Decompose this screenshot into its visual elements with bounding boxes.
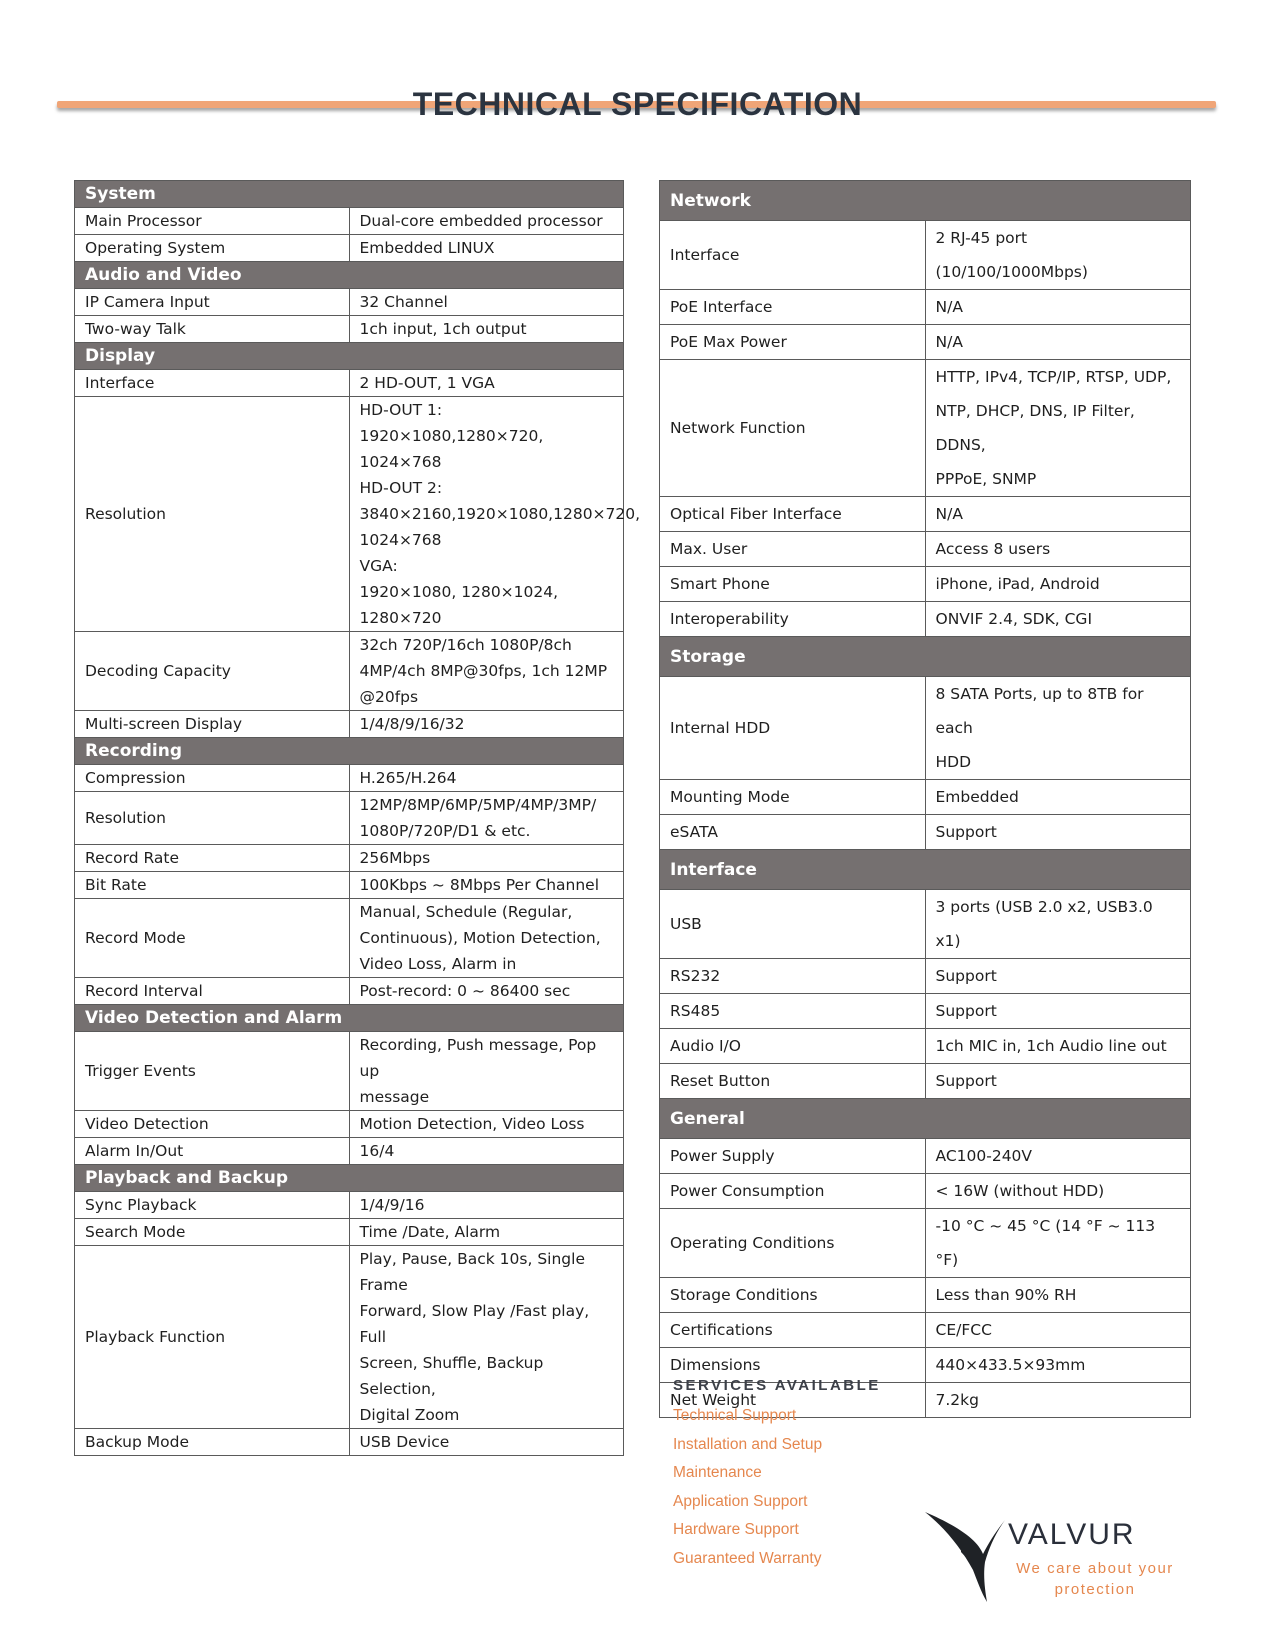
spec-key: Optical Fiber Interface [660,497,926,532]
spec-value-line: 12MP/8MP/6MP/5MP/4MP/3MP/ [359,796,597,814]
spec-value-line: 2 RJ-45 port (10/100/1000Mbps) [935,229,1088,281]
spec-value-line: 3840×2160,1920×1080,1280×720, [359,505,641,523]
spec-row [660,1064,1191,1099]
spec-value-line: Motion Detection, Video Loss [359,1115,585,1133]
spec-value-line: Access 8 users [935,540,1051,558]
spec-key: IP Camera Input [75,289,350,316]
spec-key: Interface [75,370,350,397]
spec-row [75,370,624,397]
spec-value-line: Time /Date, Alarm [359,1223,501,1241]
spec-value-line: 100Kbps ~ 8Mbps Per Channel [359,876,600,894]
spec-value-line: Embedded LINUX [359,239,495,257]
spec-value-line: 256Mbps [359,849,431,867]
spec-value [349,208,624,235]
spec-value-line: 8 SATA Ports, up to 8TB for each [935,685,1144,737]
spec-value-line: 1920×1080, 1280×1024, 1280×720 [359,583,559,627]
service-item: Maintenance [673,1464,762,1481]
spec-row [660,1278,1191,1313]
spec-row [660,959,1191,994]
spec-key: Max. User [660,532,926,567]
spec-key: Compression [75,765,350,792]
spec-value-line: N/A [935,298,963,316]
spec-row [75,1138,624,1165]
spec-key: Mounting Mode [660,780,926,815]
spec-value [349,289,624,316]
section-header-row [75,1165,624,1192]
spec-value [349,978,624,1005]
spec-value-line: 1024×768 [359,531,442,549]
spec-value [925,290,1191,325]
spec-value [925,497,1191,532]
services-section [673,1377,881,1577]
spec-key: Operating System [75,235,350,262]
spec-value-line: Post-record: 0 ~ 86400 sec [359,982,571,1000]
page-title: TECHNICAL SPECIFICATION [412,86,863,122]
spec-row [660,815,1191,850]
spec-value-line: 1/4/9/16 [359,1196,425,1214]
spec-key: Power Supply [660,1139,926,1174]
spec-row [75,1429,624,1456]
section-header: Display [75,343,624,370]
spec-row [660,221,1191,290]
spec-value-line: 1080P/720P/D1 & etc. [359,822,531,840]
spec-value-line: AC100-240V [935,1147,1033,1165]
spec-table-right [659,180,1191,1418]
spec-value-line: 4MP/4ch 8MP@30fps, 1ch 12MP [359,662,608,680]
spec-value-line: 1ch MIC in, 1ch Audio line out [935,1037,1167,1055]
section-header-row [75,343,624,370]
spec-value [925,325,1191,360]
spec-row [660,780,1191,815]
spec-value-line: Support [935,967,997,985]
section-header-row [660,1099,1191,1139]
spec-value [349,711,624,738]
spec-value-line: Screen, Shuffle, Backup Selection, [359,1354,544,1398]
spec-row [75,632,624,711]
spec-value [925,780,1191,815]
spec-value [925,532,1191,567]
spec-value [349,872,624,899]
spec-value-line: ONVIF 2.4, SDK, CGI [935,610,1093,628]
spec-key: Power Consumption [660,1174,926,1209]
spec-value [349,1138,624,1165]
spec-row [660,567,1191,602]
spec-key: Net Weight [660,1383,926,1418]
spec-value-line: VGA: [359,557,398,575]
section-header: Interface [660,850,1191,890]
spec-key: Decoding Capacity [75,632,350,711]
spec-key: Two-way Talk [75,316,350,343]
spec-value [925,1348,1191,1383]
spec-row [660,1029,1191,1064]
spec-key: Bit Rate [75,872,350,899]
spec-row [75,1111,624,1138]
spec-value [925,1383,1191,1418]
spec-key: Storage Conditions [660,1278,926,1313]
spec-value-line: Recording, Push message, Pop up [359,1036,597,1080]
spec-value-line: < 16W (without HDD) [935,1182,1105,1200]
spec-row [75,899,624,978]
spec-row [75,1192,624,1219]
spec-value-line: 440×433.5×93mm [935,1356,1086,1374]
spec-value-line: USB Device [359,1433,450,1451]
spec-key: Main Processor [75,208,350,235]
spec-key: Video Detection [75,1111,350,1138]
spec-row [75,978,624,1005]
spec-row [75,235,624,262]
spec-table-left [74,180,641,1456]
spec-value-line: 1/4/8/9/16/32 [359,715,465,733]
spec-value [349,1429,624,1456]
spec-value-line: NTP, DHCP, DNS, IP Filter, DDNS, [935,402,1135,454]
spec-key: PoE Max Power [660,325,926,360]
spec-value [349,1192,624,1219]
spec-value [349,370,624,397]
service-item: Technical Support [673,1407,797,1424]
spec-value [349,792,624,845]
spec-value [925,1064,1191,1099]
spec-key: Trigger Events [75,1032,350,1111]
section-header-row [75,181,624,208]
spec-value [349,1032,624,1111]
spec-value [349,632,624,711]
spec-key: Alarm In/Out [75,1138,350,1165]
spec-value-line: Forward, Slow Play /Fast play, Full [359,1302,590,1346]
spec-row [660,360,1191,497]
spec-key: Certifications [660,1313,926,1348]
section-header-row [75,262,624,289]
spec-row [75,711,624,738]
brand-tagline-line1: We care about your [1016,1560,1174,1577]
spec-value-line: HDD [935,753,972,771]
spec-key: RS232 [660,959,926,994]
spec-value [349,316,624,343]
section-header-row [75,1005,624,1032]
spec-key: PoE Interface [660,290,926,325]
spec-key: Multi-screen Display [75,711,350,738]
spec-value-line: message [359,1088,430,1106]
service-item: Application Support [673,1492,808,1510]
spec-value [925,360,1191,497]
spec-row [75,316,624,343]
spec-key: USB [660,890,926,959]
spec-value [925,890,1191,959]
spec-value-line: HTTP, IPv4, TCP/IP, RTSP, UDP, [935,368,1172,386]
section-header: Storage [660,637,1191,677]
spec-key: Resolution [75,792,350,845]
section-header-row [660,181,1191,221]
spec-row [75,289,624,316]
spec-row [75,792,624,845]
spec-value [925,602,1191,637]
spec-value-line: Less than 90% RH [935,1286,1077,1304]
spec-row [660,677,1191,780]
spec-value [349,899,624,978]
spec-value-line: 16/4 [359,1142,395,1160]
spec-key: RS485 [660,994,926,1029]
spec-row [75,765,624,792]
spec-value-line: Support [935,823,997,841]
spec-value [925,959,1191,994]
spec-value-line: 1ch input, 1ch output [359,320,527,338]
spec-value [925,1278,1191,1313]
spec-value-line: N/A [935,333,963,351]
spec-row [660,1174,1191,1209]
spec-key: Internal HDD [660,677,926,780]
spec-key: Resolution [75,397,350,632]
brand-name: VALVUR [1008,1518,1136,1551]
spec-value-line: Support [935,1072,997,1090]
spec-value-line: HD-OUT 2: [359,479,443,497]
spec-value [349,1219,624,1246]
spec-key: Interoperability [660,602,926,637]
spec-key: eSATA [660,815,926,850]
section-header: Recording [75,738,624,765]
section-header: Network [660,181,1191,221]
section-header: Video Detection and Alarm [75,1005,624,1032]
spec-value [925,1174,1191,1209]
spec-value [925,677,1191,780]
spec-row [75,845,624,872]
spec-value [925,221,1191,290]
spec-value-line: Support [935,1002,997,1020]
spec-key: Reset Button [660,1064,926,1099]
spec-value-line: HD-OUT 1: [359,401,443,419]
spec-value-line: 7.2kg [935,1391,979,1409]
spec-row [660,532,1191,567]
spec-key: Backup Mode [75,1429,350,1456]
spec-value [925,994,1191,1029]
spec-row [660,290,1191,325]
spec-value-line: @20fps [359,688,419,706]
spec-row [75,872,624,899]
spec-key: Playback Function [75,1246,350,1429]
section-header: General [660,1099,1191,1139]
spec-value-line: Dual-core embedded processor [359,212,603,230]
spec-key: Search Mode [75,1219,350,1246]
spec-value [925,1139,1191,1174]
section-header-row [75,738,624,765]
spec-value-line: N/A [935,505,963,523]
spec-value [349,397,641,632]
spec-key: Record Mode [75,899,350,978]
spec-key: Sync Playback [75,1192,350,1219]
spec-value [925,1313,1191,1348]
brand-tagline-line2: protection [1054,1581,1136,1598]
spec-value-line: Embedded [935,788,1019,806]
service-item: Hardware Support [673,1521,799,1538]
spec-value-line: Continuous), Motion Detection, [359,929,601,947]
spec-key: Record Rate [75,845,350,872]
spec-key: Network Function [660,360,926,497]
spec-value [925,1209,1191,1278]
spec-key: Dimensions [660,1348,926,1383]
spec-value [925,567,1191,602]
spec-value [349,765,624,792]
spec-value-line: 32ch 720P/16ch 1080P/8ch [359,636,572,654]
service-item: Installation and Setup [673,1435,823,1453]
spec-value-line: -10 °C ~ 45 °C (14 °F ~ 113 °F) [935,1217,1156,1269]
spec-row [75,208,624,235]
section-header-row [660,850,1191,890]
spec-row [660,994,1191,1029]
spec-value [925,1029,1191,1064]
spec-value [349,845,624,872]
section-header: Playback and Backup [75,1165,624,1192]
section-header-row [660,637,1191,677]
spec-value-line: Play, Pause, Back 10s, Single Frame [359,1250,585,1294]
section-header: Audio and Video [75,262,624,289]
spec-row [660,497,1191,532]
spec-value-line: Video Loss, Alarm in [359,955,517,973]
spec-value-line: PPPoE, SNMP [935,470,1037,488]
spec-value [349,1246,624,1429]
spec-value-line: Digital Zoom [359,1406,460,1424]
spec-row [75,397,624,632]
spec-value-line: Manual, Schedule (Regular, [359,903,573,921]
spec-row [660,1313,1191,1348]
services-list [673,1406,881,1577]
spec-value-line: iPhone, iPad, Android [935,575,1100,593]
spec-row [75,1032,624,1111]
spec-row [660,890,1191,959]
service-item: Guaranteed Warranty [673,1549,822,1567]
spec-key: Operating Conditions [660,1209,926,1278]
spec-row [75,1219,624,1246]
spec-value [925,815,1191,850]
spec-key: Audio I/O [660,1029,926,1064]
spec-value-line: 32 Channel [359,293,448,311]
spec-row [75,1246,624,1429]
spec-key: Record Interval [75,978,350,1005]
services-title: SERVICES AVAILABLE [673,1377,881,1394]
spec-value [349,235,624,262]
spec-value-line: 2 HD-OUT, 1 VGA [359,374,495,392]
spec-value-line: 1920×1080,1280×720, 1024×768 [359,427,544,471]
spec-value [349,1111,624,1138]
spec-key: Interface [660,221,926,290]
spec-row [660,1209,1191,1278]
brand-tagline [1005,1558,1185,1600]
spec-row [660,602,1191,637]
spec-row [660,325,1191,360]
spec-value-line: 3 ports (USB 2.0 x2, USB3.0 x1) [935,898,1153,950]
spec-row [660,1139,1191,1174]
spec-value-line: H.265/H.264 [359,769,457,787]
section-header: System [75,181,624,208]
spec-key: Smart Phone [660,567,926,602]
spec-value-line: CE/FCC [935,1321,992,1339]
